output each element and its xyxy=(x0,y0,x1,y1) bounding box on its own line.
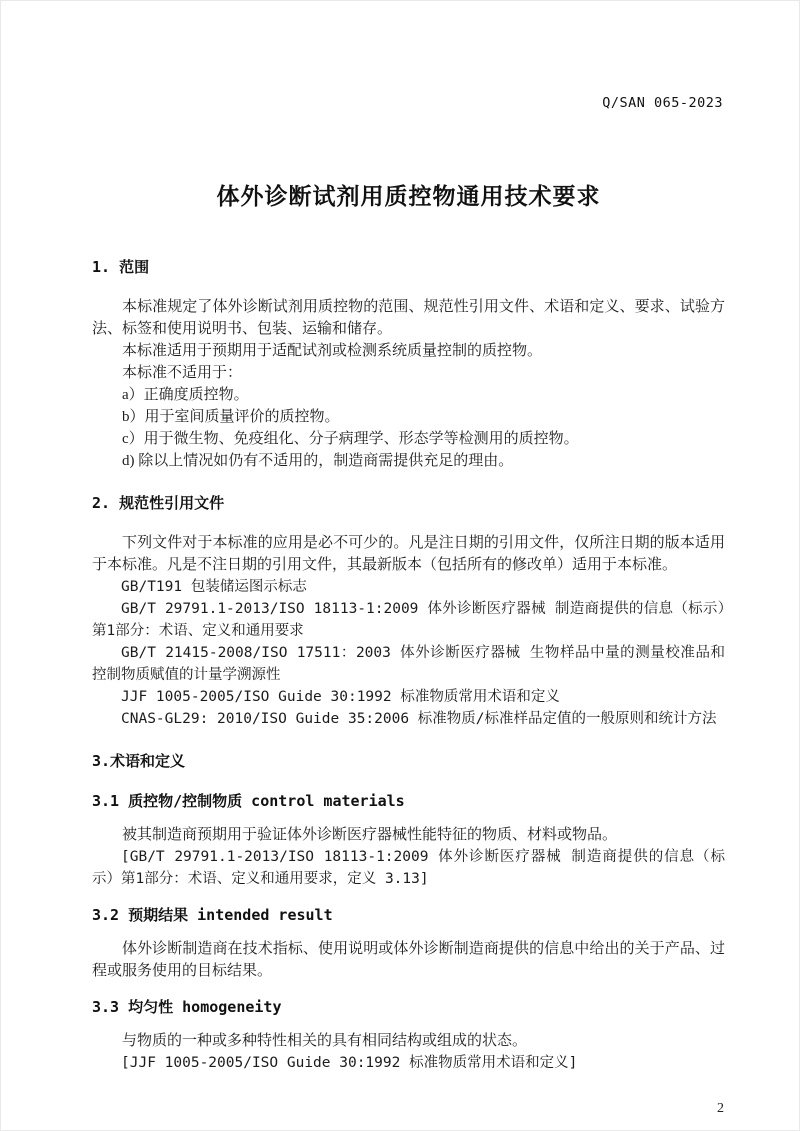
reference-entry: JJF 1005-2005/ISO Guide 30:1992 标准物质常用术语和定义 xyxy=(121,689,560,705)
list-item: b）用于室间质量评价的质控物。 xyxy=(122,409,340,425)
reference-entry: GB/T191 包装储运图示标志 xyxy=(121,579,307,595)
reference-entry: [GB/T 29791.1-2013/ISO 18113-1:2009 体外诊断医疗器械 制造商提供的信息（标示）第1部分：术语、定义和通用要求，定义 3.13] xyxy=(92,849,725,887)
paragraph: 与物质的一种或多种特性相关的具有相同结构或组成的状态。 xyxy=(122,1033,528,1049)
paragraph: 下列文件对于本标准的应用是必不可少的。凡是注日期的引用文件，仅所注日期的版本适用于本标准。凡是不注日期的引用文件，其最新版本（包括所有的修改单）适用于本标准。 xyxy=(92,535,725,573)
paragraph: 本标准适用于预期用于适配试剂或检测系统质量控制的质控物。 xyxy=(122,343,543,359)
paragraph: 本标准规定了体外诊断试剂用质控物的范围、规范性引用文件、术语和定义、要求、试验方法、标签和使用说明书、包装、运输和储存。 xyxy=(92,299,725,337)
paragraph: 被其制造商预期用于验证体外诊断医疗器械性能特征的物质、材料或物品。 xyxy=(122,827,618,843)
section-heading: 3.术语和定义 xyxy=(92,752,186,770)
list-item: d) 除以上情况如仍有不适用的，制造商需提供充足的理由。 xyxy=(122,453,514,469)
standard-number-header: Q/SAN 065-2023 xyxy=(602,95,723,111)
reference-entry: CNAS-GL29: 2010/ISO Guide 35:2006 标准物质/标准样品定值的一般原则和统计方法 xyxy=(121,711,717,727)
reference-entry: [JJF 1005-2005/ISO Guide 30:1992 标准物质常用术语和定义] xyxy=(121,1055,578,1071)
reference-entry: GB/T 29791.1-2013/ISO 18113-1:2009 体外诊断医疗器械 制造商提供的信息（标示）第1部分：术语、定义和通用要求 xyxy=(92,601,725,639)
document-title: 体外诊断试剂用质控物通用技术要求 xyxy=(216,183,601,209)
paragraph: 本标准不适用于： xyxy=(122,365,243,381)
section-heading: 2. 规范性引用文件 xyxy=(92,494,225,512)
sub-heading: 3.3 均匀性 homogeneity xyxy=(92,998,282,1016)
section-heading: 1. 范围 xyxy=(92,258,150,276)
sub-heading: 3.2 预期结果 intended result xyxy=(92,906,333,924)
paragraph: 体外诊断制造商在技术指标、使用说明或体外诊断制造商提供的信息中给出的关于产品、过程或服务使用的目标结果。 xyxy=(92,941,725,979)
document-body xyxy=(92,256,725,1074)
list-item: c）用于微生物、免疫组化、分子病理学、形态学等检测用的质控物。 xyxy=(122,431,579,447)
list-item: a）正确度质控物。 xyxy=(122,387,249,403)
page-number: 2 xyxy=(717,1101,724,1116)
sub-heading: 3.1 质控物/控制物质 control materials xyxy=(92,792,405,810)
reference-entry: GB/T 21415-2008/ISO 17511：2003 体外诊断医疗器械 生物样品中量的测量校准品和控制物质赋值的计量学溯源性 xyxy=(92,645,725,683)
